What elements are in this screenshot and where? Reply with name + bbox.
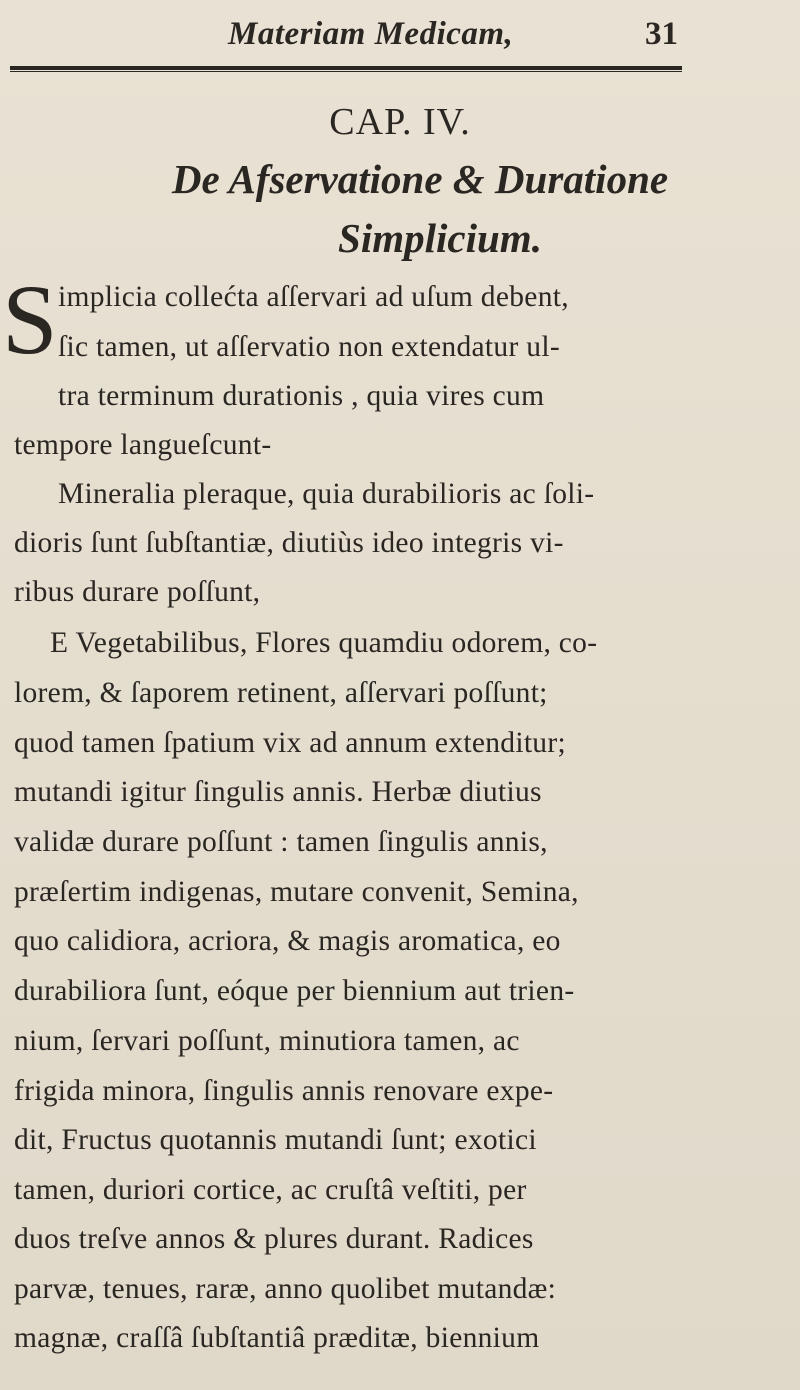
text-line: lorem, & ſaporem retinent, aſſervari poſſunt; xyxy=(14,677,548,709)
text-line: ſic tamen, ut aſſervatio non extendatur ul- xyxy=(58,331,560,363)
text-line: tra terminum durationis , quia vires cum xyxy=(58,380,545,412)
text-line: quod tamen ſpatium vix ad annum extenditur; xyxy=(14,727,566,759)
text-line: implicia collećta aſſervari ad uſum debent, xyxy=(58,281,569,313)
drop-cap: S xyxy=(2,264,58,375)
text-line: parvæ, tenues, raræ, anno quolibet mutandæ: xyxy=(14,1273,557,1305)
text-line: magnæ, craſſâ ſubſtantiâ præditæ, biennium xyxy=(14,1322,540,1354)
running-head-title: Materiam Medicam, xyxy=(228,16,514,52)
text-line: durabiliora ſunt, eóque per biennium aut trien- xyxy=(14,975,575,1007)
text-line: dit, Fructus quotannis mutandi ſunt; exotici xyxy=(14,1124,537,1156)
chapter-title-line-1: De Afservatione & Duratione xyxy=(171,156,669,202)
text-line: E Vegetabilibus, Flores quamdiu odorem, co- xyxy=(50,627,598,659)
text-line: tempore langueſcunt- xyxy=(14,429,272,461)
text-line: mutandi igitur ſingulis annis. Herbæ diutius xyxy=(14,776,542,808)
text-line: ribus durare poſſunt, xyxy=(14,576,261,608)
text-line: quo calidiora, acriora, & magis aromatica, eo xyxy=(14,925,561,957)
text-line: validæ durare poſſunt : tamen ſingulis annis, xyxy=(14,826,548,858)
text-line: dioris ſunt ſubſtantiæ, diutiùs ideo integris vi- xyxy=(14,527,564,559)
chapter-number: CAP. IV. xyxy=(329,101,471,143)
text-line: duos treſve annos & plures durant. Radices xyxy=(14,1223,534,1255)
page-number: 31 xyxy=(645,16,678,52)
text-line: nium, ſervari poſſunt, minutiora tamen, ac xyxy=(14,1025,520,1057)
text-line: Mineralia pleraque, quia durabilioris ac ſoli- xyxy=(58,478,595,510)
text-line: præſertim indigenas, mutare convenit, Semina, xyxy=(14,876,579,908)
text-line: frigida minora, ſingulis annis renovare expe- xyxy=(14,1075,554,1107)
chapter-title-line-2: Simplicium. xyxy=(338,215,542,261)
text-line: tamen, duriori cortice, ac cruſtâ veſtiti, per xyxy=(14,1174,527,1206)
